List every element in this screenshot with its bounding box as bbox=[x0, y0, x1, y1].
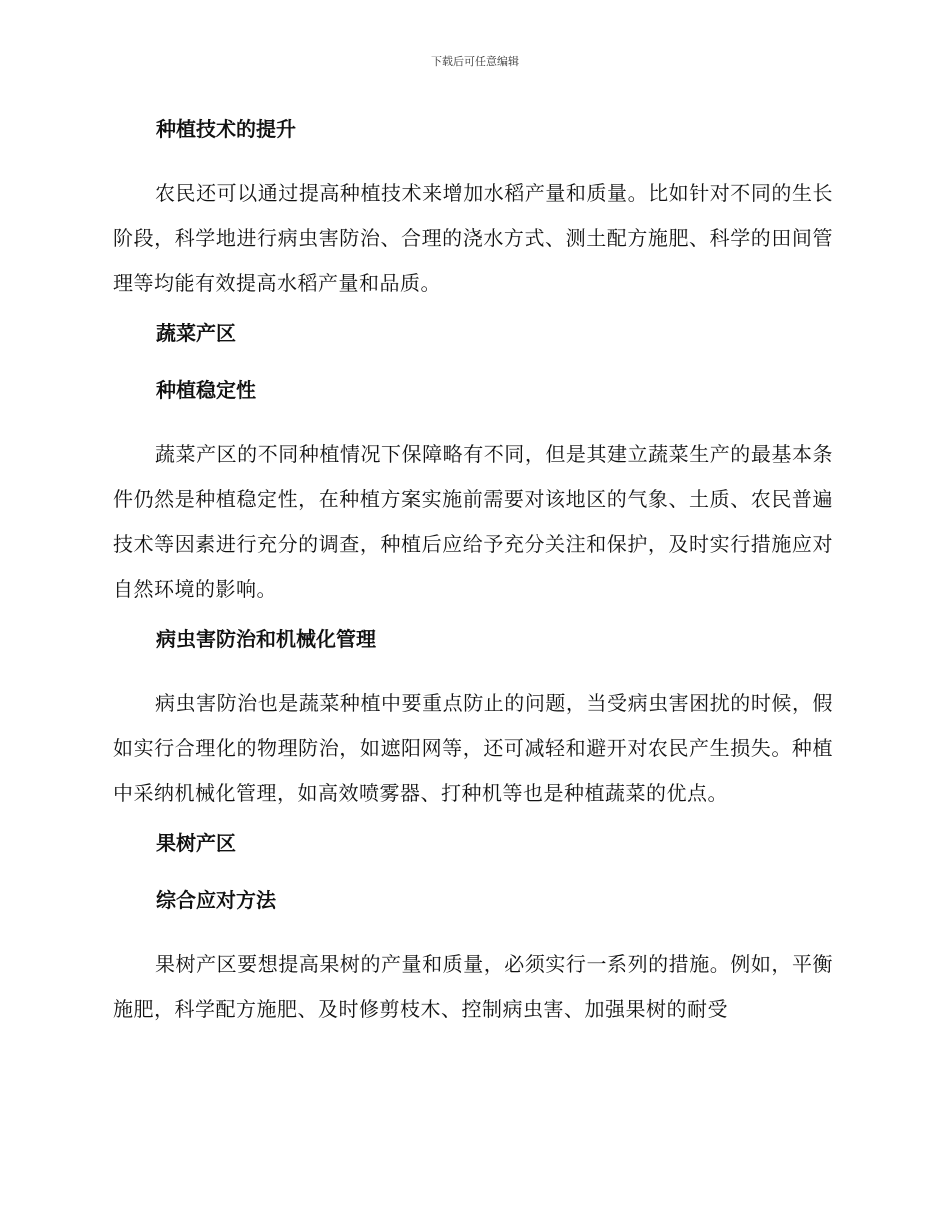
section-heading-planting-stability: 种植稳定性 bbox=[156, 378, 256, 402]
paragraph-planting-stability: 蔬菜产区的不同种植情况下保障略有不同，但是其建立蔬菜生产的最基本条件仍然是种植稳定性，在种植方案实施前需要对该地区的气象、土质、农民普遍技术等因素进行充分的调查，种植后应给予充分关注和保护，及时实行措施应对自然环境的影响。 bbox=[113, 442, 833, 601]
paragraph-comprehensive-methods: 果树产区要想提高果树的产量和质量，必须实行一系列的措施。例如，平衡施肥，科学配方施肥、及时修剪枝木、控制病虫害、加强果树的耐受 bbox=[113, 952, 833, 1021]
section-heading-orchard-area: 果树产区 bbox=[156, 831, 236, 855]
section-heading-comprehensive-methods: 综合应对方法 bbox=[156, 888, 276, 912]
paragraph-planting-technique: 农民还可以通过提高种植技术来增加水稻产量和质量。比如针对不同的生长阶段，科学地进行病虫害防治、合理的浇水方式、测土配方施肥、科学的田间管理等均能有效提高水稻产量和品质。 bbox=[113, 181, 833, 295]
document-body bbox=[113, 114, 833, 1032]
page-header: 下载后可任意编辑 bbox=[431, 55, 519, 68]
section-heading-pest-control: 病虫害防治和机械化管理 bbox=[156, 627, 376, 651]
section-heading-planting-technique: 种植技术的提升 bbox=[156, 117, 296, 141]
section-heading-vegetable-area: 蔬菜产区 bbox=[156, 321, 236, 345]
paragraph-pest-control: 病虫害防治也是蔬菜种植中要重点防止的问题，当受病虫害困扰的时候，假如实行合理化的物理防治，如遮阳网等，还可减轻和避开对农民产生损失。种植中采纳机械化管理，如高效喷雾器、打种机等也是种植蔬菜的优点。 bbox=[113, 691, 833, 805]
